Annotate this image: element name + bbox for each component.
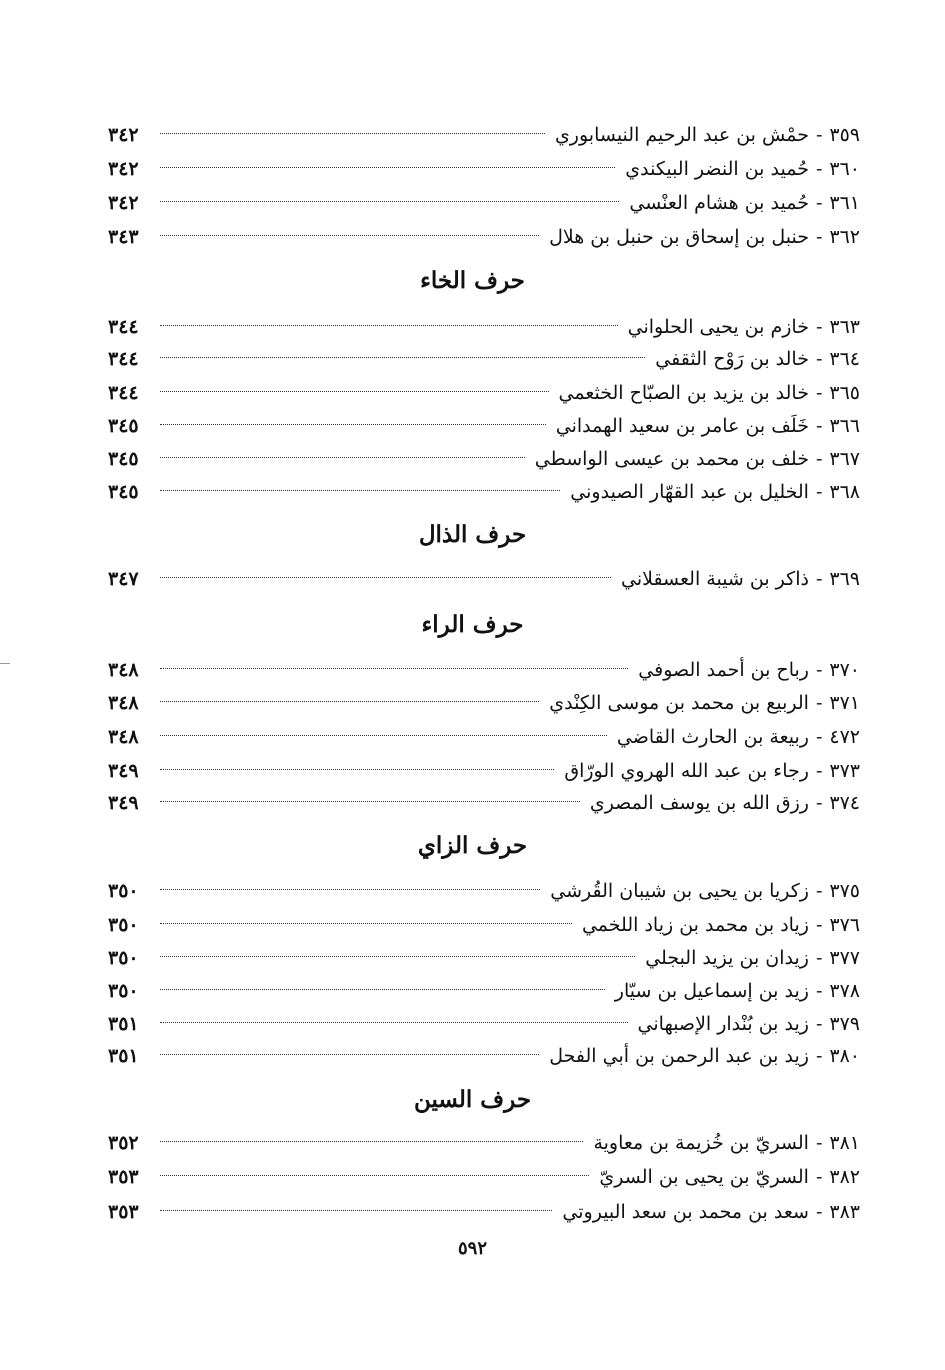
index-entry [108, 1009, 860, 1039]
entry-number: ٣٧١ [829, 692, 860, 714]
index-entry [108, 1041, 860, 1071]
index-entry [108, 722, 860, 752]
entry-name: ربيعة بن الحارث القاضي [616, 726, 809, 748]
entry-separator: - [815, 481, 823, 503]
entry-separator: - [815, 792, 823, 814]
dot-leader [160, 1175, 589, 1176]
index-entry [108, 222, 860, 252]
entry-name: سعد بن محمد بن سعد البيروتي [562, 1201, 809, 1223]
entry-separator: - [815, 192, 823, 214]
entry-name: خَلَف بن عامر بن سعيد الهمداني [555, 415, 809, 437]
entry-number: ٣٦٥ [829, 382, 860, 404]
index-entry [108, 1162, 860, 1192]
dot-leader [160, 490, 560, 491]
entry-page: ٣٥٢ [108, 1132, 139, 1154]
entry-name: خازم بن يحيى الحلواني [627, 316, 809, 338]
entry-page: ٣٥٣ [108, 1201, 139, 1223]
dot-leader [160, 889, 540, 890]
index-entry [108, 154, 860, 184]
scan-edge-mark [0, 663, 10, 664]
entry-number: ٣٨٠ [829, 1045, 860, 1067]
entry-name: الربيع بن محمد بن موسى الكِنْدي [549, 692, 809, 714]
entry-page: ٣٤٥ [108, 415, 139, 437]
entry-page: ٣٤٨ [108, 692, 139, 714]
index-entry [108, 876, 860, 906]
entry-number: ٣٦٠ [829, 158, 860, 180]
entry-number: ٣٨١ [829, 1132, 860, 1154]
entry-number: ٣٧٤ [829, 792, 860, 814]
entry-page: ٣٥٠ [108, 980, 139, 1002]
dot-leader [160, 769, 554, 770]
entry-number: ٣٦١ [829, 192, 860, 214]
entry-page: ٣٤٩ [108, 760, 139, 782]
entry-name: حُميد بن هشام العنْسي [629, 192, 809, 214]
entry-name: رباح بن أحمد الصوفي [638, 659, 809, 681]
dot-leader [160, 167, 615, 168]
dot-leader [160, 1141, 583, 1142]
entry-number: ٣٦٨ [829, 481, 860, 503]
entry-page: ٣٥٣ [108, 1166, 139, 1188]
section-heading: حرف السين [413, 1086, 532, 1113]
index-entry [108, 1197, 860, 1227]
entry-number: ٣٦٦ [829, 415, 860, 437]
index-entry [108, 943, 860, 973]
entry-name: الخليل بن عبد القهّار الصيدوني [570, 481, 809, 503]
entry-separator: - [815, 348, 823, 370]
entry-page: ٣٥٠ [108, 947, 139, 969]
entry-page: ٣٤٨ [108, 659, 139, 681]
entry-name: زياد بن محمد بن زياد اللخمي [581, 914, 809, 936]
dot-leader [160, 457, 525, 458]
entry-separator: - [815, 226, 823, 248]
entry-name: حمْش بن عبد الرحيم النيسابوري [554, 124, 809, 146]
index-entry [108, 1128, 860, 1158]
entry-separator: - [815, 659, 823, 681]
index-entry [108, 477, 860, 507]
entry-page: ٣٤٢ [108, 158, 139, 180]
entry-name: حنبل بن إسحاق بن حنبل بن هلال [549, 226, 809, 248]
index-entry [108, 378, 860, 408]
index-entry [108, 120, 860, 150]
entry-name: رجاء بن عبد الله الهروي الورّاق [564, 760, 809, 782]
entry-number: ٣٦٢ [829, 226, 860, 248]
entry-name: زيدان بن يزيد البجلي [645, 947, 809, 969]
entry-page: ٣٤٥ [108, 448, 139, 470]
entry-name: زيد بن عبد الرحمن بن أبي الفحل [549, 1045, 809, 1067]
entry-name: خلف بن محمد بن عيسى الواسطي [534, 448, 809, 470]
entry-name: السريّ بن يحيى بن السريّ [599, 1166, 809, 1188]
entry-number: ٣٧٧ [829, 947, 860, 969]
entry-separator: - [815, 1045, 823, 1067]
dot-leader [160, 956, 635, 957]
dot-leader [160, 801, 580, 802]
entry-number: ٣٥٩ [829, 124, 860, 146]
index-entry [108, 910, 860, 940]
index-entry [108, 344, 860, 374]
entry-separator: - [815, 415, 823, 437]
entry-number: ٣٦٩ [829, 568, 860, 590]
entry-number: ٣٨٢ [829, 1166, 860, 1188]
entry-page: ٣٥١ [108, 1013, 139, 1035]
entry-name: زكريا بن يحيى بن شيبان القُرشي [550, 880, 809, 902]
dot-leader [160, 133, 545, 134]
entry-page: ٣٤٥ [108, 481, 139, 503]
dot-leader [160, 668, 628, 669]
index-entry [108, 655, 860, 685]
entry-number: ٣٦٣ [829, 316, 860, 338]
dot-leader [160, 424, 546, 425]
section-heading: حرف الذال [418, 521, 527, 548]
entry-separator: - [815, 914, 823, 936]
section-heading: حرف الراء [421, 611, 524, 638]
entry-number: ٣٦٤ [829, 348, 860, 370]
index-entry [108, 976, 860, 1006]
dot-leader [160, 1022, 628, 1023]
entry-separator: - [815, 124, 823, 146]
entry-page: ٣٤٤ [108, 316, 139, 338]
dot-leader [160, 201, 619, 202]
entry-name: رزق الله بن يوسف المصري [589, 792, 809, 814]
dot-leader [160, 357, 645, 358]
dot-leader [160, 1054, 539, 1055]
dot-leader [160, 923, 572, 924]
entry-separator: - [815, 568, 823, 590]
entry-page: ٣٥٠ [108, 914, 139, 936]
section-heading: حرف الخاء [420, 267, 525, 294]
entry-number: ٣٧٥ [829, 880, 860, 902]
page-number: ٥٩٢ [457, 1238, 487, 1259]
entry-separator: - [815, 1013, 823, 1035]
entry-number: ٣٦٧ [829, 448, 860, 470]
dot-leader [160, 325, 618, 326]
index-entry [108, 411, 860, 441]
entry-separator: - [815, 316, 823, 338]
entry-separator: - [815, 692, 823, 714]
entry-page: ٣٤٢ [108, 124, 139, 146]
entry-separator: - [815, 880, 823, 902]
index-entry [108, 788, 860, 818]
index-entry [108, 188, 860, 218]
entry-page: ٣٥١ [108, 1045, 139, 1067]
entry-page: ٣٤٢ [108, 192, 139, 214]
entry-number: ٣٧٩ [829, 1013, 860, 1035]
entry-separator: - [815, 1166, 823, 1188]
entry-page: ٣٤٧ [108, 568, 139, 590]
index-entry [108, 688, 860, 718]
entry-number: ٣٧٦ [829, 914, 860, 936]
entry-separator: - [815, 382, 823, 404]
entry-number: ٣٨٣ [829, 1201, 860, 1223]
index-entry [108, 444, 860, 474]
entry-number: ٤٧٢ [829, 726, 860, 748]
entry-page: ٣٤٣ [108, 226, 139, 248]
entry-name: خالد بن يزيد بن الصبّاح الخثعمي [558, 382, 809, 404]
dot-leader [160, 235, 539, 236]
entry-name: السريّ بن خُزيمة بن معاوية [593, 1132, 809, 1154]
section-heading: حرف الزاي [417, 832, 528, 859]
entry-separator: - [815, 448, 823, 470]
entry-separator: - [815, 947, 823, 969]
entry-number: ٣٧٣ [829, 760, 860, 782]
entry-name: حُميد بن النضر البيكندي [625, 158, 809, 180]
dot-leader [160, 391, 549, 392]
entry-name: ذاكر بن شيبة العسقلاني [620, 568, 809, 590]
dot-leader [160, 989, 605, 990]
entry-name: زيد بن بُنْدار الإصبهاني [637, 1013, 809, 1035]
index-entry [108, 756, 860, 786]
entry-page: ٣٤٨ [108, 726, 139, 748]
entry-page: ٣٤٩ [108, 792, 139, 814]
entry-name: خالد بن رَوْح الثقفي [655, 348, 809, 370]
entry-page: ٣٤٤ [108, 382, 139, 404]
entry-number: ٣٧٠ [829, 659, 860, 681]
index-entry [108, 564, 860, 594]
entry-name: زيد بن إسماعيل بن سيّار [614, 980, 809, 1002]
entry-separator: - [815, 760, 823, 782]
dot-leader [160, 577, 611, 578]
dot-leader [160, 735, 607, 736]
entry-separator: - [815, 980, 823, 1002]
entry-separator: - [815, 726, 823, 748]
entry-separator: - [815, 1132, 823, 1154]
entry-page: ٣٤٤ [108, 348, 139, 370]
entry-separator: - [815, 1201, 823, 1223]
dot-leader [160, 701, 539, 702]
entry-number: ٣٧٨ [829, 980, 860, 1002]
index-entry [108, 312, 860, 342]
dot-leader [160, 1210, 552, 1211]
entry-separator: - [815, 158, 823, 180]
entry-page: ٣٥٠ [108, 880, 139, 902]
